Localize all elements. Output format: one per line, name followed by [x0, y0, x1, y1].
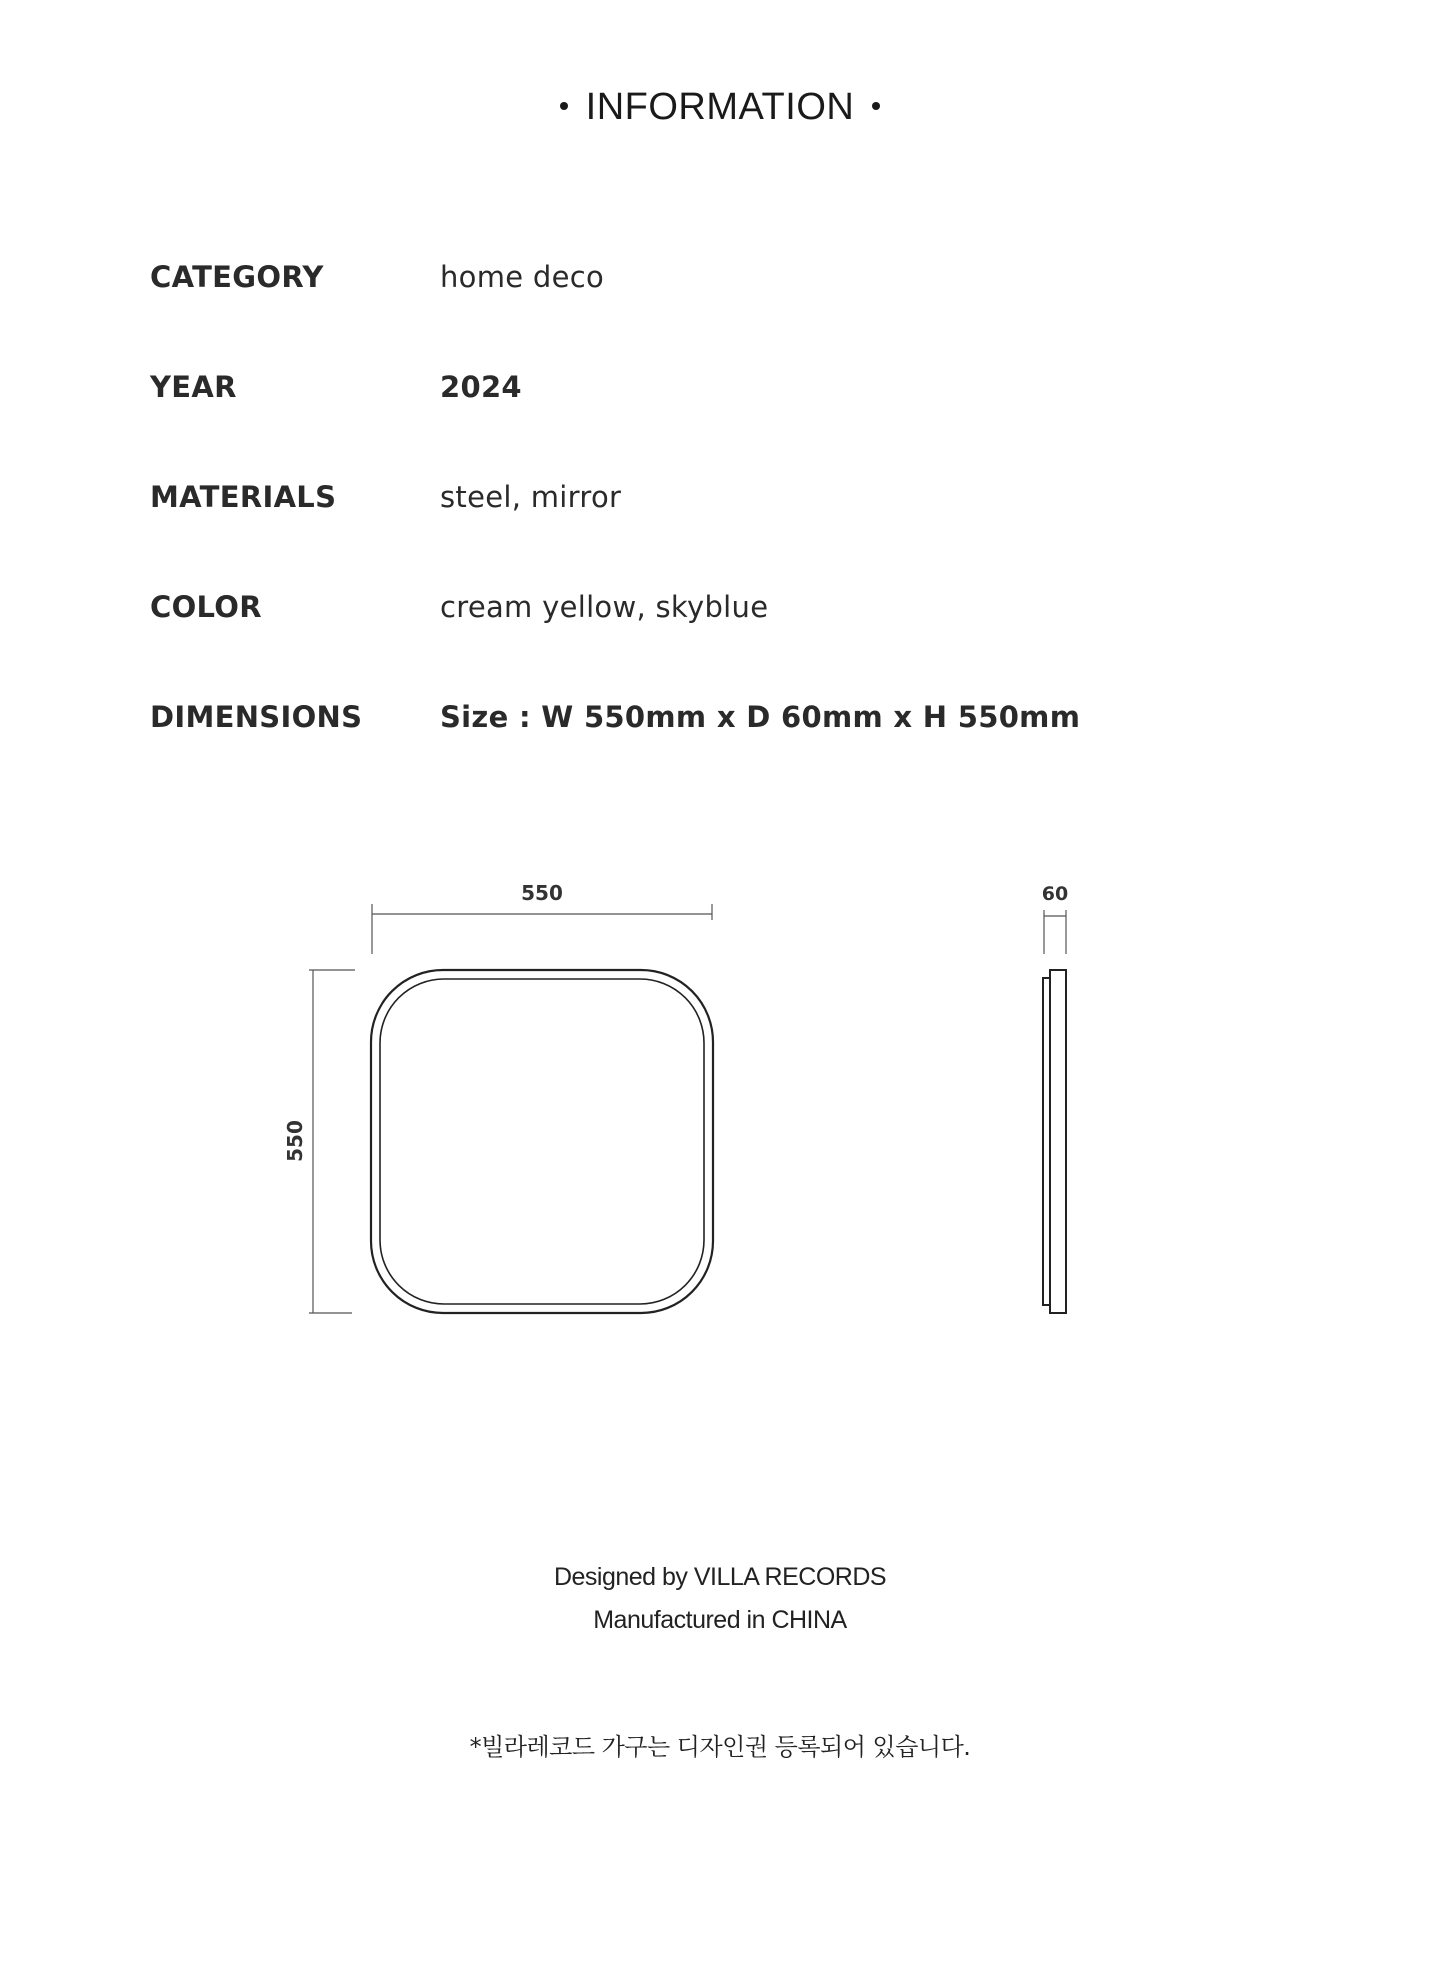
info-row-materials: [150, 480, 1250, 530]
mirror-inner-frame: [380, 979, 704, 1304]
info-row-year: [150, 370, 1250, 420]
mirror-outer-frame: [371, 970, 713, 1313]
dimension-drawing: [0, 870, 1440, 1340]
info-row-color: [150, 590, 1250, 640]
designed-by-text: Designed by VILLA RECORDS: [553, 1563, 887, 1591]
info-value: Size : W 550mm x D 60mm x H 550mm: [440, 700, 1081, 734]
section-heading: [0, 86, 1440, 129]
design-rights-notice: *빌라레코드 가구는 디자인권 등록되어 있습니다.: [469, 1733, 971, 1761]
mirror-side-profile: [1043, 970, 1066, 1313]
info-row-category: [150, 260, 1250, 310]
credits-block: [0, 1556, 1440, 1642]
info-label: COLOR: [150, 590, 262, 624]
info-label: DIMENSIONS: [150, 700, 363, 734]
info-label: CATEGORY: [150, 260, 324, 294]
front-width-dimension: [372, 904, 712, 954]
side-depth-dimension: [1044, 910, 1066, 954]
section-title: INFORMATION: [585, 86, 855, 128]
front-height-label: 550: [283, 1120, 307, 1162]
info-value: 2024: [440, 370, 522, 404]
info-label: MATERIALS: [150, 480, 337, 514]
info-row-dimensions: [150, 700, 1250, 750]
front-width-label: 550: [521, 881, 563, 905]
front-height-dimension: [309, 970, 355, 1313]
info-label: YEAR: [150, 370, 237, 404]
side-depth-label: 60: [1041, 883, 1069, 905]
bullet-dot-icon: [872, 102, 880, 110]
manufactured-text: Manufactured in CHINA: [593, 1606, 847, 1634]
info-value: cream yellow, skyblue: [440, 590, 769, 624]
technical-drawing-svg: [0, 870, 1440, 1340]
info-value: steel, mirror: [440, 480, 622, 514]
bullet-dot-icon: [560, 102, 568, 110]
info-value: home deco: [440, 260, 605, 294]
